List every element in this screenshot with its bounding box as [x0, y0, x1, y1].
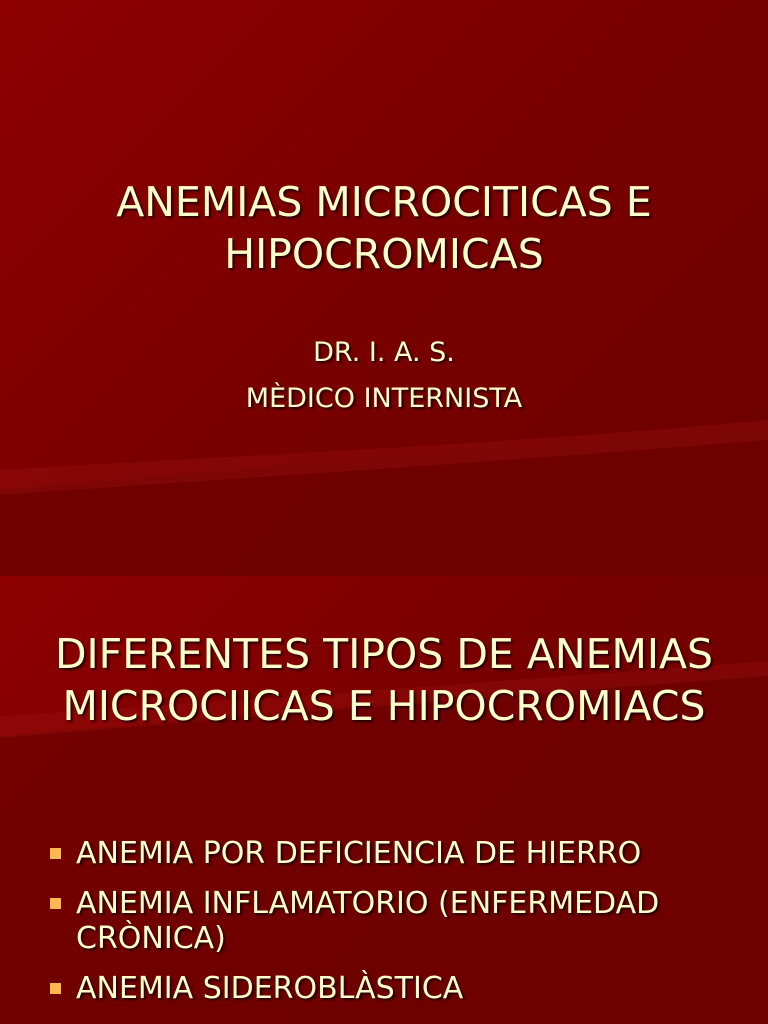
slide-1-title [0, 176, 768, 280]
square-bullet-icon [50, 848, 61, 859]
anemia-types-list [46, 836, 746, 1021]
list-item-text: ANEMIA SIDEROBLÀSTICA [76, 971, 464, 1006]
author-role: MÈDICO INTERNISTA [245, 383, 523, 414]
author-name: DR. I. A. S. [313, 337, 455, 368]
square-bullet-icon [50, 983, 61, 994]
slide-1-subtitle [0, 330, 768, 422]
slide-2-title [0, 628, 768, 732]
square-bullet-icon [50, 898, 61, 909]
list-item [46, 886, 746, 956]
list-item-text: ANEMIA INFLAMATORIO (ENFERMEDAD CRÒNICA) [76, 886, 660, 956]
slide-1-title-line-1: ANEMIAS MICROCITICAS E [116, 178, 652, 226]
list-item-text: ANEMIA POR DEFICIENCIA DE HIERRO [76, 836, 642, 871]
slide-2 [0, 576, 768, 1024]
list-item [46, 971, 746, 1006]
slide-2-title-line-2: MICROCIICAS E HIPOCROMIACS [62, 682, 706, 730]
slide-1-title-line-2: HIPOCROMICAS [224, 230, 544, 278]
list-item [46, 836, 746, 871]
slide-2-title-line-1: DIFERENTES TIPOS DE ANEMIAS [54, 630, 714, 678]
